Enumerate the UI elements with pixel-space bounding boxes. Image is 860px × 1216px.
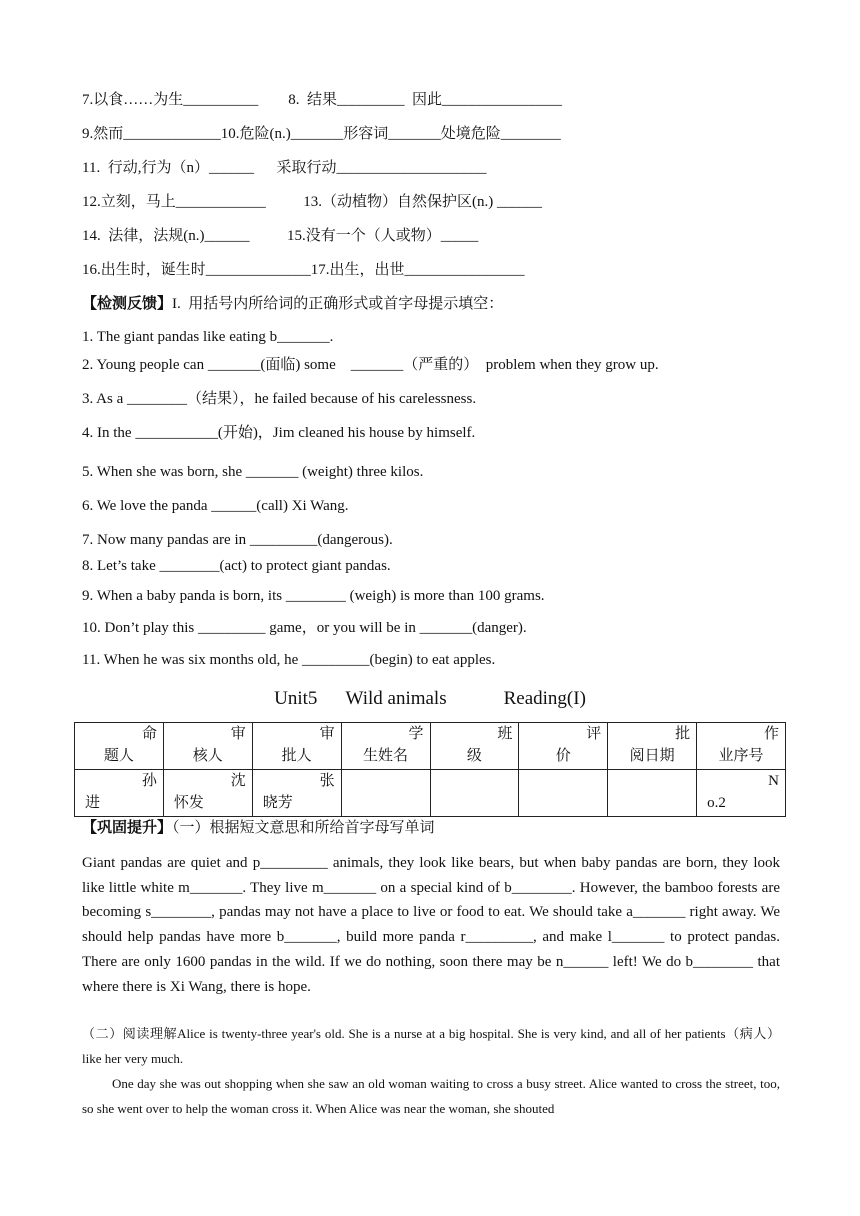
cell-top: 评	[586, 726, 602, 742]
exercise-item-9: 9. When a baby panda is born, its ________ (weigh) is more than 100 grams.	[82, 588, 545, 604]
vocab-line-11: 11. 行动,行为（n）______ 采取行动____________________	[82, 160, 487, 176]
exercise-item-5: 5. When she was born, she _______ (weight) three kilos.	[82, 464, 424, 480]
assignment-info-table	[74, 722, 786, 817]
feedback-instruction: I. 用括号内所给词的正确形式或首字母提示填空：	[172, 296, 504, 312]
table-cell	[341, 770, 430, 817]
table-cell	[608, 770, 697, 817]
consolidate-heading: 【巩固提升】	[82, 820, 173, 836]
cell-top: 班	[497, 726, 513, 742]
exercise-item-6: 6. We love the panda ______(call) Xi Wang.	[82, 498, 349, 514]
exercise-item-3: 3. As a ________（结果），he failed because of his carelessness.	[82, 391, 477, 407]
table-cell	[519, 723, 608, 770]
cell-top	[608, 770, 696, 792]
exercise-item-11: 11. When he was six months old, he _________(begin) to eat apples.	[82, 652, 496, 668]
cell-bottom: 晓芳	[262, 795, 293, 811]
reading-paragraph-2: One day she was out shopping when she saw an old woman waiting to cross a busy street. Alice wanted to cross the street, too, so she went over to help the woman cross it. When Alice was near the woman, she shouted	[82, 1076, 780, 1116]
table-cell	[163, 770, 252, 817]
table-cell	[163, 723, 252, 770]
table-cell	[75, 723, 164, 770]
cell-bottom	[342, 792, 430, 814]
table-cell	[252, 723, 341, 770]
cell-top: 作	[763, 726, 779, 742]
table-cell	[430, 770, 519, 817]
vocab-line-9-10: 9.然而_____________10.危险(n.)_______形容词_______处境危险________	[82, 126, 561, 142]
unit-title: Unit5 Wild animals Reading(I)	[274, 688, 586, 709]
cell-top: 批	[675, 726, 691, 742]
feedback-heading-line	[82, 294, 503, 314]
table-row	[75, 770, 786, 817]
exercise-item-7: 7. Now many pandas are in _________(dangerous).	[82, 532, 393, 548]
cell-top	[342, 770, 430, 792]
exercise-item-4: 4. In the ___________(开始)，Jim cleaned his house by himself.	[82, 425, 476, 441]
reading-label: （二）阅读理解	[82, 1026, 178, 1041]
exercise-item-1: 1. The giant pandas like eating b_______.	[82, 329, 334, 345]
cell-top: 张	[319, 773, 335, 789]
cell-bottom: 生姓名	[363, 748, 409, 764]
table-cell	[430, 723, 519, 770]
exercise-item-2: 2. Young people can _______(面临) some _______（严重的） problem when they grow up.	[82, 357, 659, 373]
cell-bottom: 价	[555, 748, 571, 764]
cell-bottom: 级	[466, 748, 482, 764]
cell-bottom: 阅日期	[629, 748, 675, 764]
cell-top: 学	[408, 726, 424, 742]
cell-bottom	[519, 792, 607, 814]
cell-top: 审	[319, 726, 335, 742]
vocab-line-14-15: 14. 法律，法规(n.)______ 15.没有一个（人或物）_____	[82, 228, 479, 244]
vocab-line-16-17: 16.出生时，诞生时______________17.出生，出世________________	[82, 262, 525, 278]
reading-paragraph-1	[82, 1022, 780, 1071]
table-cell	[519, 770, 608, 817]
cell-bottom: 核人	[192, 748, 223, 764]
reading-text-1: Alice is twenty-three year's old. She is a nurse at a big hospital. She is very kind, and all of her patients（病人） like her very much.	[82, 1026, 780, 1066]
consolidate-instruction: （一）根据短文意思和所给首字母写单词	[172, 820, 435, 836]
exercise-item-8: 8. Let’s take ________(act) to protect giant pandas.	[82, 558, 391, 574]
cell-bottom: 进	[85, 795, 101, 811]
cell-top: N	[768, 773, 779, 789]
feedback-heading: 【检测反馈】	[82, 296, 173, 312]
cell-bottom: 题人	[103, 748, 134, 764]
cell-bottom: 业序号	[718, 748, 764, 764]
cell-bottom: o.2	[707, 795, 726, 811]
cell-top: 孙	[141, 773, 157, 789]
cell-bottom: 怀发	[173, 795, 204, 811]
vocab-line-7-8: 7.以食……为生__________ 8. 结果_________ 因此________________	[82, 92, 563, 108]
consolidate-heading-line	[82, 818, 435, 838]
exercise-item-10: 10. Don’t play this _________ game，or you will be in _______(danger).	[82, 620, 527, 636]
table-cell	[697, 770, 786, 817]
cell-top: 沈	[230, 773, 246, 789]
cell-top: 审	[230, 726, 246, 742]
table-cell	[341, 723, 430, 770]
table-cell	[608, 723, 697, 770]
cell-top	[431, 770, 519, 792]
cell-bottom	[431, 792, 519, 814]
table-header-row	[75, 723, 786, 770]
cell-top: 命	[141, 726, 157, 742]
table-cell	[252, 770, 341, 817]
cloze-passage: Giant pandas are quiet and p_________ animals, they look like bears, but when baby pandas are born, they look like little white m_______. They live m_______ on a special kind of b________. However, the bamboo forests are becoming s________, pandas may not have a place to live or food to eat. We should take a_______ right away. We should help pandas have more b_______, build more panda r_________, and make l_______ to protect pandas. There are only 1600 pandas in the wild. If we do nothing, soon there may be n______ left! We do b________ that where there is Xi Wang, there is hope.	[82, 855, 780, 995]
vocab-line-12-13: 12.立刻，马上____________ 13.（动植物）自然保护区(n.) ______	[82, 194, 542, 210]
cell-bottom	[608, 792, 696, 814]
cell-top	[519, 770, 607, 792]
table-cell	[697, 723, 786, 770]
cell-bottom: 批人	[281, 748, 312, 764]
table-cell	[75, 770, 164, 817]
